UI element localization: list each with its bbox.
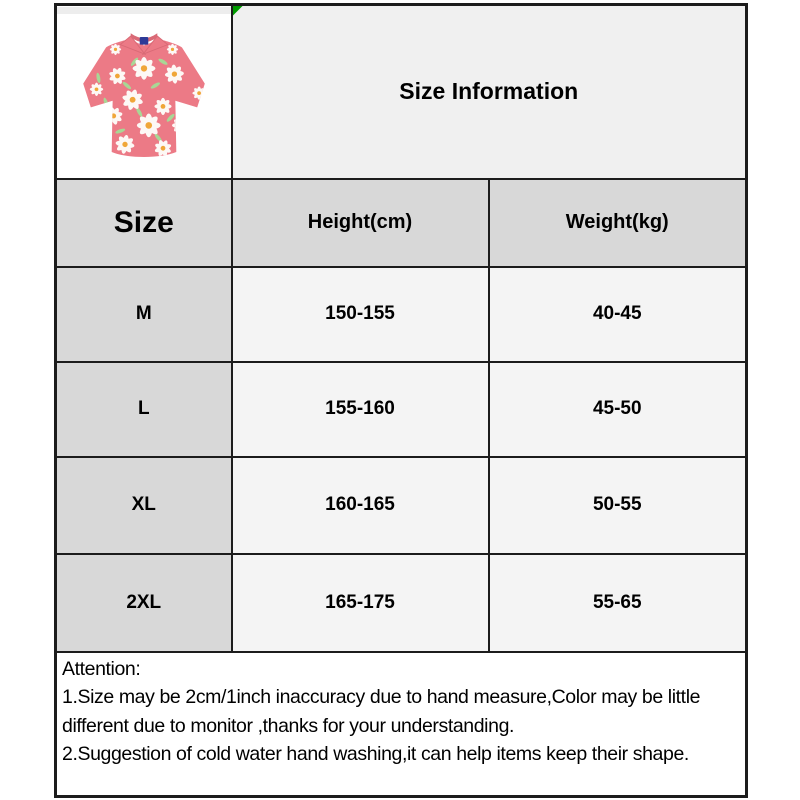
attention-note-2: 2.Suggestion of cold water hand washing,it can help items keep their shape.	[62, 743, 689, 765]
column-header-height: Height(cm)	[232, 179, 489, 267]
table-row-l	[56, 362, 747, 457]
attention-heading: Attention:	[62, 657, 141, 680]
weight-value: 55-65	[489, 554, 747, 652]
height-value: 155-160	[232, 362, 489, 457]
weight-value: 50-55	[489, 457, 747, 554]
table-row-xl	[56, 457, 747, 554]
cell-corner-marker	[233, 6, 243, 16]
photo-backdrop-strip	[57, 7, 231, 14]
height-value: 165-175	[232, 554, 489, 652]
size-label: L	[56, 362, 232, 457]
top-row	[56, 5, 747, 179]
size-label: XL	[56, 457, 232, 554]
pink-floral-shirt-image	[68, 19, 220, 171]
column-header-weight: Weight(kg)	[489, 179, 747, 267]
attention-row	[56, 652, 747, 797]
table-row-2xl	[56, 554, 747, 652]
weight-value: 45-50	[489, 362, 747, 457]
height-value: 160-165	[232, 457, 489, 554]
size-label: M	[56, 267, 232, 362]
attention-note-1: 1.Size may be 2cm/1inch inaccuracy due to hand measure,Color may be little different due to monitor ,thanks for your understanding.	[62, 686, 701, 737]
size-label: 2XL	[56, 554, 232, 652]
table-header-row	[56, 179, 747, 267]
product-image-cell	[56, 5, 232, 179]
title-cell	[232, 5, 747, 179]
table-row-m	[56, 267, 747, 362]
size-chart-table	[54, 3, 748, 798]
height-value: 150-155	[232, 267, 489, 362]
page-title: Size Information	[399, 78, 579, 105]
weight-value: 40-45	[489, 267, 747, 362]
attention-cell	[56, 652, 747, 797]
column-header-size: Size	[56, 179, 232, 267]
